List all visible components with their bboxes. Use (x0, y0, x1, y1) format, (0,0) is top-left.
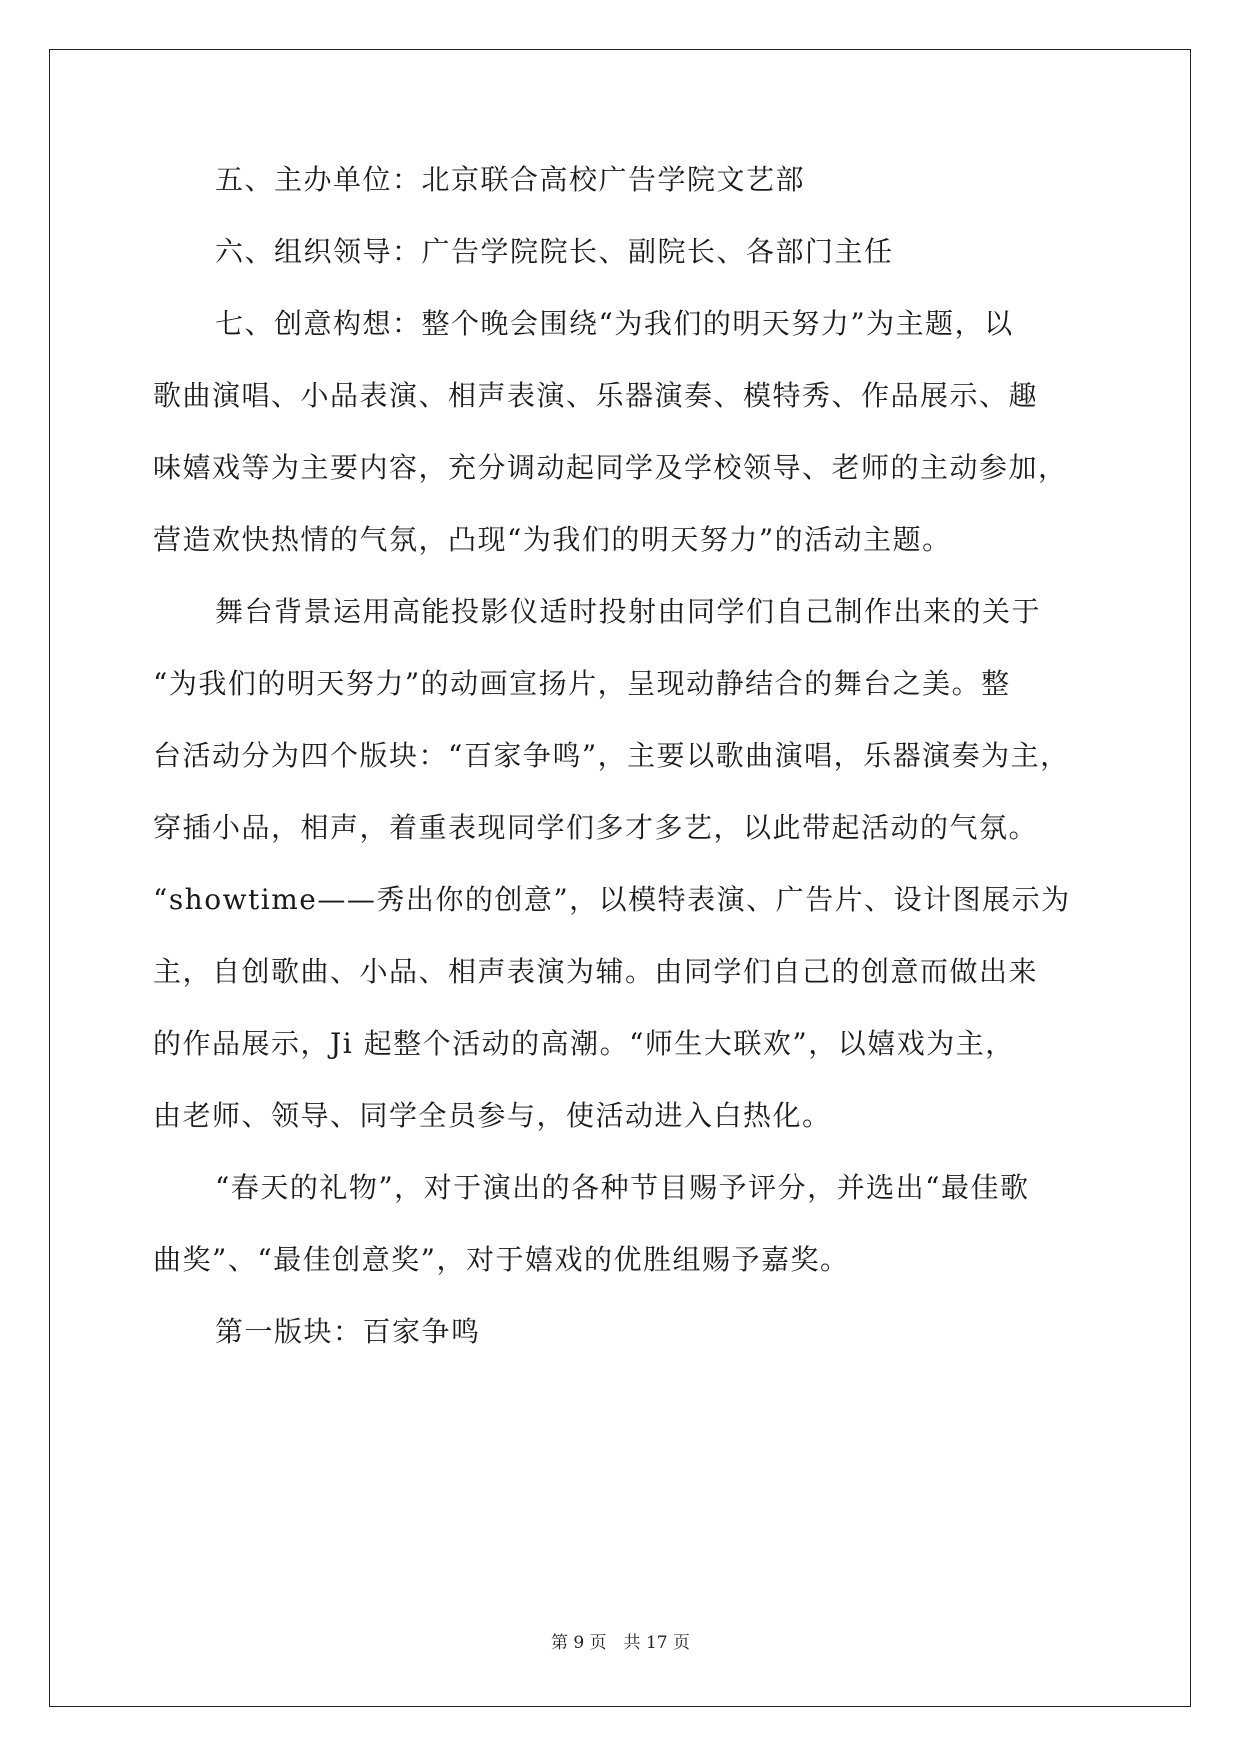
paragraph-line: 六、组织领导：广告学院院长、副院长、各部门主任 (215, 235, 894, 268)
paragraph-line: 舞台背景运用高能投影仪适时投射由同学们自己制作出来的关于 (215, 595, 1042, 628)
paragraph-line: “春天的礼物”，对于演出的各种节目赐予评分，并选出“最佳歌 (215, 1171, 1030, 1204)
page-number-footer: 第 9 页 共 17 页 (550, 1633, 691, 1653)
paragraph-line: 由老师、领导、同学全员参与，使活动进入白热化。 (153, 1099, 832, 1132)
paragraph-line: 营造欢快热情的气氛，凸现“为我们的明天努力”的活动主题。 (153, 523, 952, 556)
paragraph-line: 曲奖”、“最佳创意奖”，对于嬉戏的优胜组赐予嘉奖。 (153, 1243, 850, 1276)
paragraph-line: 五、主办单位：北京联合高校广告学院文艺部 (215, 163, 806, 196)
paragraph-line: “showtime——秀出你的创意”，以模特表演、广告片、设计图展示为 (153, 883, 1071, 916)
paragraph-line: “为我们的明天努力”的动画宣扬片，呈现动静结合的舞台之美。整 (153, 667, 1011, 700)
paragraph-line: 穿插小品，相声，着重表现同学们多才多艺，以此带起活动的气氛。 (153, 811, 1039, 844)
page-border (49, 49, 1191, 1707)
paragraph-line: 主，自创歌曲、小品、相声表演为辅。由同学们自己的创意而做出来 (153, 955, 1039, 988)
paragraph-line: 台活动分为四个版块：“百家争鸣”，主要以歌曲演唱，乐器演奏为主， (153, 739, 1070, 772)
paragraph-line: 味嬉戏等为主要内容，充分调动起同学及学校领导、老师的主动参加， (153, 451, 1068, 484)
paragraph-line: 七、创意构想：整个晚会围绕“为我们的明天努力”为主题，以 (215, 307, 1014, 340)
paragraph-line: 歌曲演唱、小品表演、相声表演、乐器演奏、模特秀、作品展示、趣 (153, 379, 1039, 412)
section-heading: 第一版块：百家争鸣 (215, 1315, 481, 1348)
paragraph-line: 的作品展示，Ji 起整个活动的高潮。“师生大联欢”，以嬉戏为主， (153, 1027, 1015, 1060)
